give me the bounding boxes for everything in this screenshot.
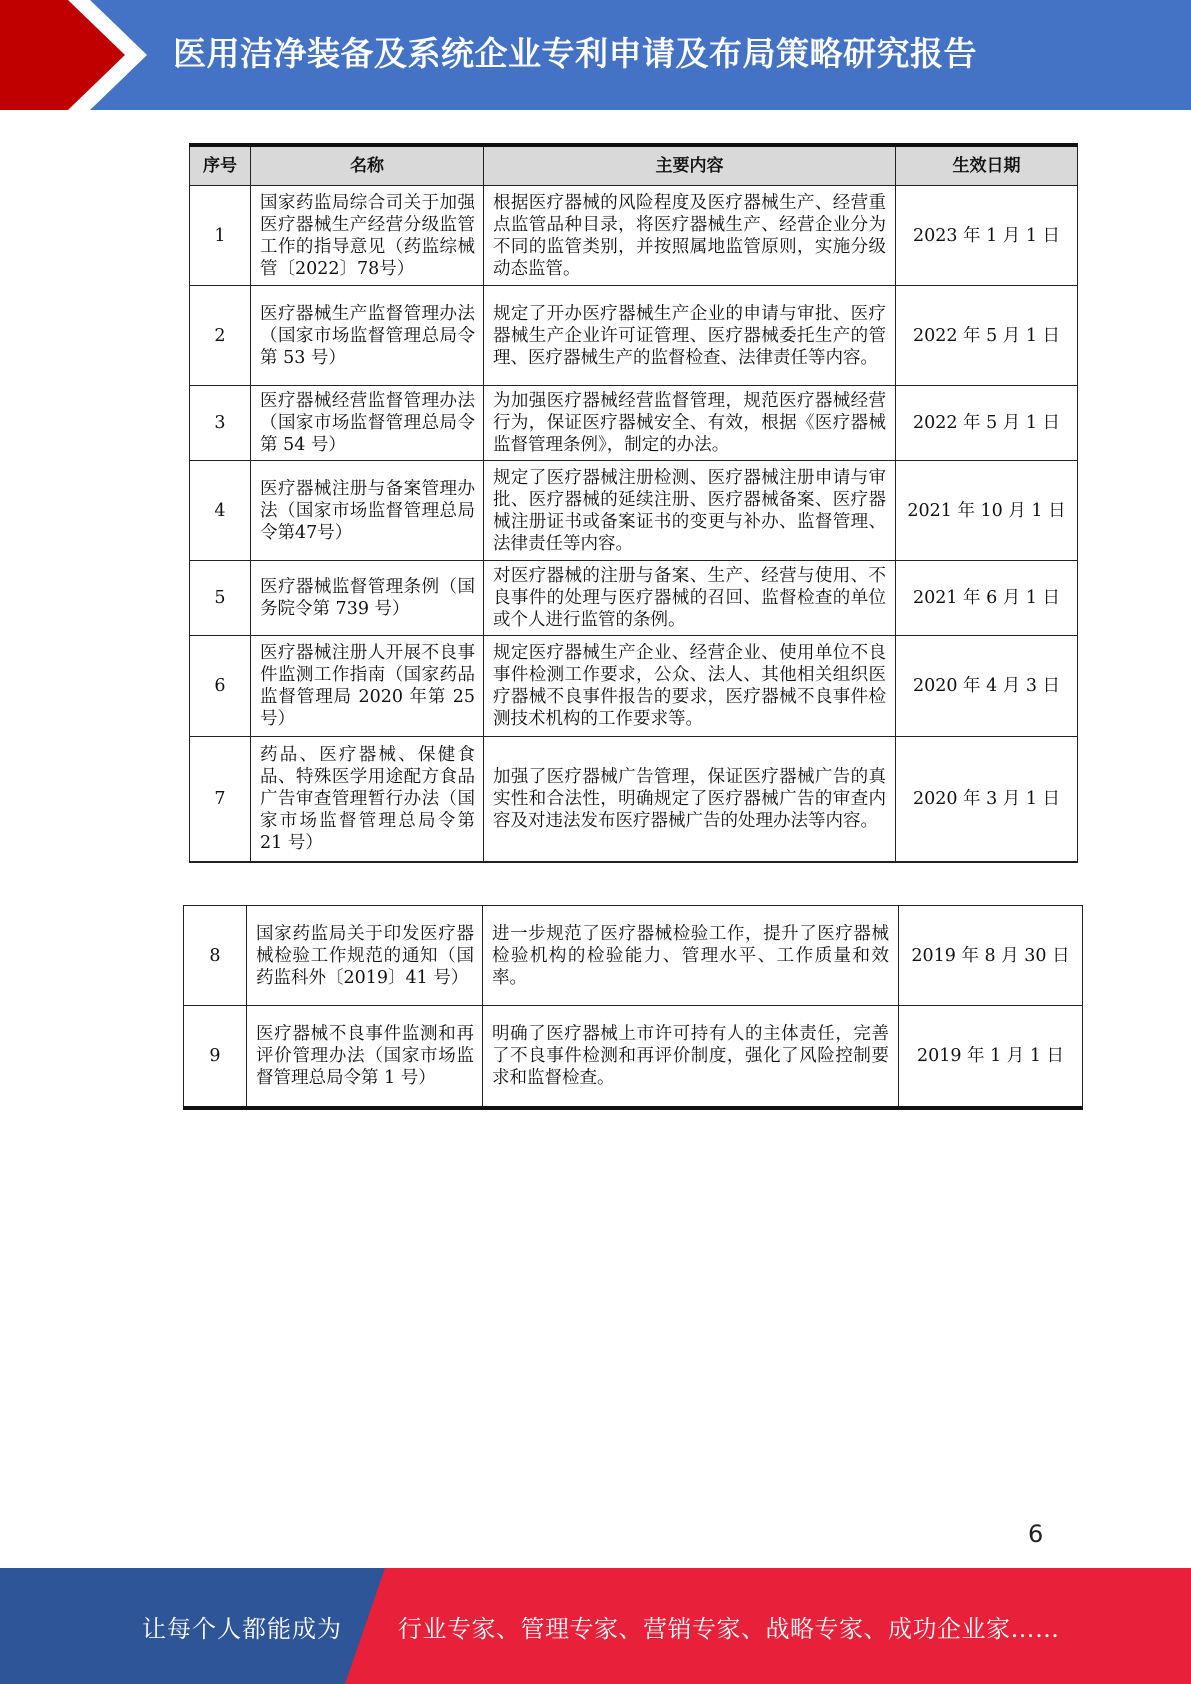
regulation-name: 国家药监局关于印发医疗器械检验工作规范的通知（国药监科外〔2019〕41 号） xyxy=(247,906,483,1006)
regulation-name: 药品、医疗器械、保健食品、特殊医学用途配方食品广告审查管理暂行办法（国家市场监督管理总局令第 21 号） xyxy=(251,737,484,862)
regulation-content: 加强了医疗器械广告管理，保证医疗器械广告的真实性和合法性，明确规定了医疗器械广告的审查内容及对违法发布医疗器械广告的处理办法等内容。 xyxy=(484,737,896,862)
regulation-name: 医疗器械注册与备案管理办法（国家市场监督管理总局令第47号） xyxy=(251,461,484,561)
regulation-content: 规定了医疗器械注册检测、医疗器械注册申请与审批、医疗器械的延续注册、医疗器械备案、医疗器械注册证书或备案证书的变更与补办、监督管理、法律责任等内容。 xyxy=(484,461,896,561)
effective-date: 2021 年 6 月 1 日 xyxy=(896,561,1078,636)
table-header-row xyxy=(190,145,1078,186)
regulation-name: 医疗器械不良事件监测和再评价管理办法（国家市场监督管理总局令第 1 号） xyxy=(247,1006,483,1108)
regulation-content: 进一步规范了医疗器械检验工作，提升了医疗器械检验机构的检验能力、管理水平、工作质量和效率。 xyxy=(483,906,899,1006)
effective-date: 2022 年 5 月 1 日 xyxy=(896,386,1078,461)
row-number: 9 xyxy=(184,1006,247,1108)
page-number: 6 xyxy=(1028,1520,1044,1548)
row-number: 2 xyxy=(190,286,251,386)
table-row xyxy=(190,386,1078,461)
footer-slogan-right: 行业专家、管理专家、营销专家、战略专家、成功企业家…… xyxy=(398,1615,1060,1643)
regulation-table-part-1 xyxy=(189,143,1078,863)
row-number: 8 xyxy=(184,906,247,1006)
regulation-content: 根据医疗器械的风险程度及医疗器械生产、经营重点监管品种目录，将医疗器械生产、经营企业分为不同的监管类别，并按照属地监管原则，实施分级动态监管。 xyxy=(484,186,896,286)
effective-date: 2021 年 10 月 1 日 xyxy=(896,461,1078,561)
table-row xyxy=(184,1006,1083,1108)
header-arrow-decoration xyxy=(0,0,160,110)
row-number: 7 xyxy=(190,737,251,862)
col-header-name: 名称 xyxy=(251,145,484,186)
col-header-no: 序号 xyxy=(190,145,251,186)
regulation-content: 为加强医疗器械经营监督管理，规范医疗器械经营行为，保证医疗器械安全、有效，根据《医疗器械监督管理条例》，制定的办法。 xyxy=(484,386,896,461)
effective-date: 2019 年 8 月 30 日 xyxy=(899,906,1083,1006)
regulation-content: 明确了医疗器械上市许可持有人的主体责任，完善了不良事件检测和再评价制度，强化了风险控制要求和监督检查。 xyxy=(483,1006,899,1108)
regulation-name: 医疗器械注册人开展不良事件监测工作指南（国家药品监督管理局 2020 年第 25 号） xyxy=(251,636,484,737)
footer-slogan-left: 让每个人都能成为 xyxy=(142,1615,342,1643)
effective-date: 2020 年 4 月 3 日 xyxy=(896,636,1078,737)
effective-date: 2022 年 5 月 1 日 xyxy=(896,286,1078,386)
regulation-name: 医疗器械生产监督管理办法（国家市场监督管理总局令第 53 号） xyxy=(251,286,484,386)
row-number: 6 xyxy=(190,636,251,737)
col-header-date: 生效日期 xyxy=(896,145,1078,186)
effective-date: 2019 年 1 月 1 日 xyxy=(899,1006,1083,1108)
table-row xyxy=(190,461,1078,561)
row-number: 3 xyxy=(190,386,251,461)
report-title: 医用洁净装备及系统企业专利申请及布局策略研究报告 xyxy=(173,34,977,73)
row-number: 1 xyxy=(190,186,251,286)
col-header-content: 主要内容 xyxy=(484,145,896,186)
regulation-name: 医疗器械经营监督管理办法（国家市场监督管理总局令第 54 号） xyxy=(251,386,484,461)
row-number: 4 xyxy=(190,461,251,561)
regulation-name: 医疗器械监督管理条例（国务院令第 739 号） xyxy=(251,561,484,636)
row-number: 5 xyxy=(190,561,251,636)
table-row xyxy=(184,906,1083,1006)
regulation-content: 规定了开办医疗器械生产企业的申请与审批、医疗器械生产企业许可证管理、医疗器械委托生产的管理、医疗器械生产的监督检查、法律责任等内容。 xyxy=(484,286,896,386)
table-row xyxy=(190,737,1078,862)
regulation-name: 国家药监局综合司关于加强医疗器械生产经营分级监管工作的指导意见（药监综械管〔2022〕78号） xyxy=(251,186,484,286)
table-row xyxy=(190,286,1078,386)
regulation-content: 对医疗器械的注册与备案、生产、经营与使用、不良事件的处理与医疗器械的召回、监督检查的单位或个人进行监管的条例。 xyxy=(484,561,896,636)
table-row xyxy=(190,186,1078,286)
regulation-table-part-2 xyxy=(183,905,1083,1110)
effective-date: 2023 年 1 月 1 日 xyxy=(896,186,1078,286)
table-row xyxy=(190,561,1078,636)
effective-date: 2020 年 3 月 1 日 xyxy=(896,737,1078,862)
regulation-content: 规定医疗器械生产企业、经营企业、使用单位不良事件检测工作要求，公众、法人、其他相关组织医疗器械不良事件报告的要求，医疗器械不良事件检测技术机构的工作要求等。 xyxy=(484,636,896,737)
table-row xyxy=(190,636,1078,737)
